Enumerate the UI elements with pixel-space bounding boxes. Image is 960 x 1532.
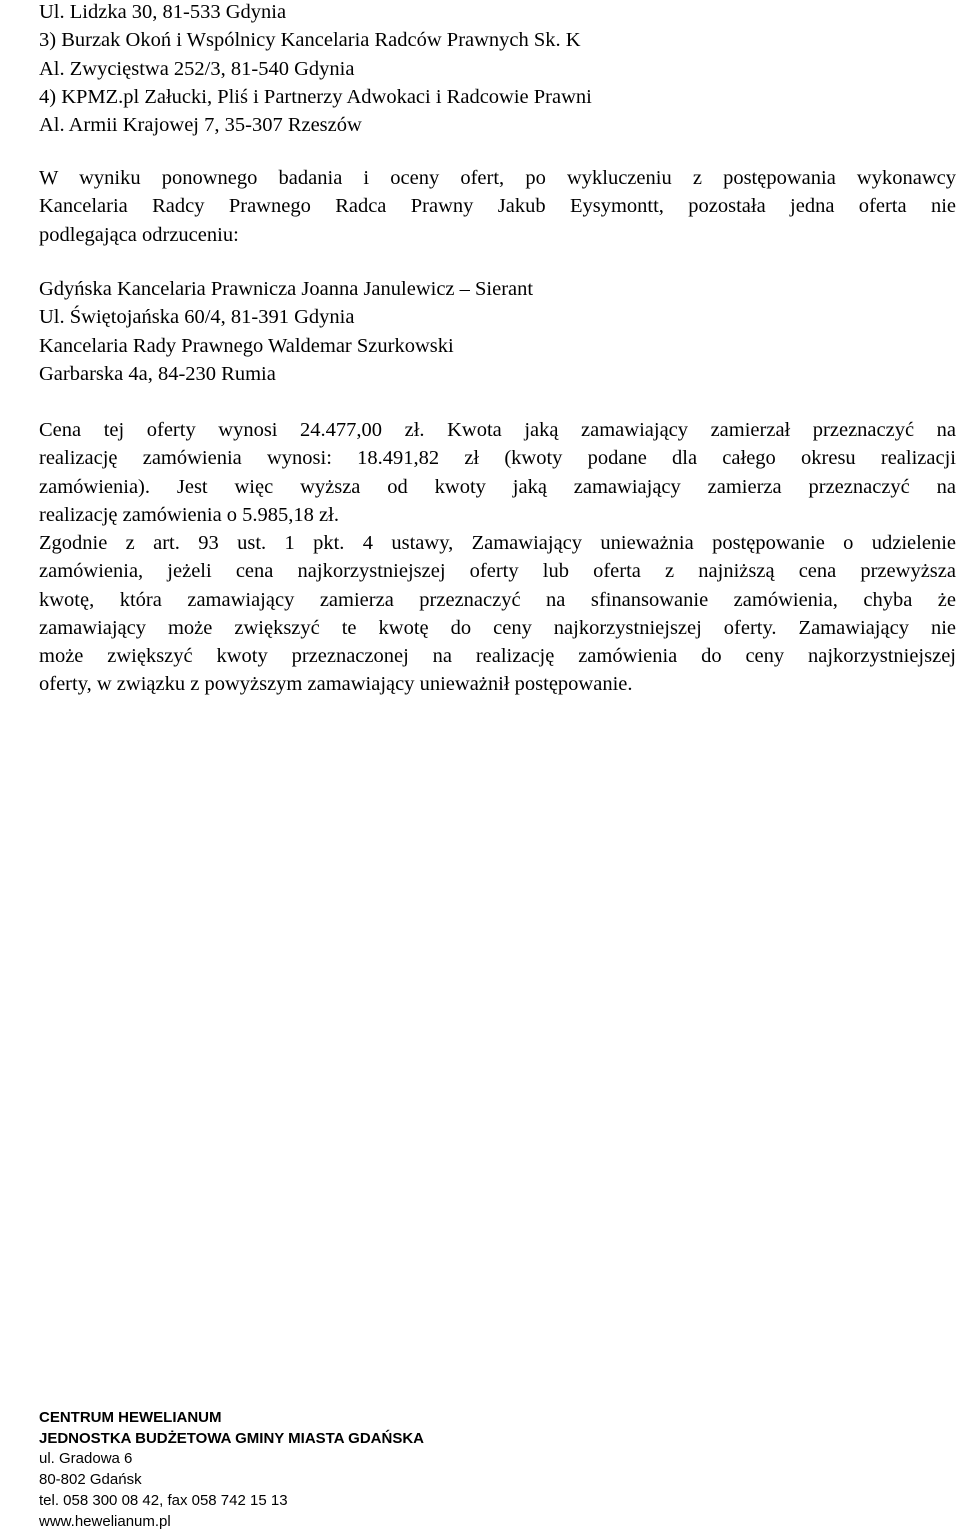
footer-city: 80-802 Gdańsk [39,1471,142,1489]
offer-line: Gdyńska Kancelaria Prawnicza Joanna Janulewicz – Sierant [39,278,534,300]
offer-line: Ul. Świętojańska 60/4, 81-391 Gdynia [39,306,355,329]
address-line: Al. Armii Krajowej 7, 35-307 Rzeszów [39,114,362,137]
address-list [39,0,956,139]
text-line: Kancelaria Radcy Prawnego Radca Prawny Jakub Eysymontt, pozostała jedna oferta nie [39,195,956,218]
address-line: Al. Zwycięstwa 252/3, 81-540 Gdynia [39,57,355,80]
offer-line: Kancelaria Rady Prawnego Waldemar Szurkowski [39,334,454,357]
address-line: 4) KPMZ.pl Załucki, Pliś i Partnerzy Adwokaci i Radcowie Prawni [39,85,592,108]
text-line: może zwiększyć kwoty przeznaczonej na realizację zamówienia do ceny najkorzystniejszej [39,645,956,668]
footer-org-name: CENTRUM HEWELIANUM [39,1409,222,1426]
text-line: realizację zamówienia o 5.985,18 zł. [39,503,339,526]
address-line: Ul. Lidzka 30, 81-533 Gdynia [39,1,287,23]
text-line: zamówienia). Jest więc wyższa od kwoty jaką zamawiający zamierza przeznaczyć na [39,475,956,498]
text-line: zamawiający może zwiększyć te kwotę do ceny najkorzystniejszej oferty. Zamawiający nie [39,616,956,639]
footer-phone: tel. 058 300 08 42, fax 058 742 15 13 [39,1491,288,1509]
paragraph-exclusion [39,164,956,249]
address-line: 3) Burzak Okoń i Wspólnicy Kancelaria Radców Prawnych Sk. K [39,29,581,52]
footer-website: www.hewelianum.pl [39,1512,171,1530]
text-line: Zgodnie z art. 93 ust. 1 pkt. 4 ustawy, Zamawiający unieważnia postępowanie o udzielenie [39,532,956,554]
offer-line: Garbarska 4a, 84-230 Rumia [39,362,276,385]
footer-org-unit: JEDNOSTKA BUDŻETOWA GMINY MIASTA GDAŃSKA [39,1429,425,1447]
remaining-offer [39,275,956,388]
footer-street: ul. Gradowa 6 [39,1450,133,1468]
text-line: oferty, w związku z powyższym zamawiający unieważnił postępowanie. [39,673,633,696]
footer-contact [39,1408,424,1532]
paragraph-price [39,416,956,529]
paragraph-legal-basis [39,529,956,699]
text-line: kwotę, która zamawiający zamierza przeznaczyć na sfinansowanie zamówienia, chyba że [39,588,956,611]
text-line: W wyniku ponownego badania i oceny ofert, po wykluczeniu z postępowania wykonawcy [39,167,956,189]
text-line: podlegająca odrzuceniu: [39,223,239,246]
text-line: Cena tej oferty wynosi 24.477,00 zł. Kwota jaką zamawiający zamierzał przeznaczyć na [39,419,956,441]
text-line: realizację zamówienia wynosi: 18.491,82 zł (kwoty podane dla całego okresu realizacji [39,447,956,470]
text-line: zamówienia, jeżeli cena najkorzystniejszej oferty lub oferta z najniższą cena przewyższa [39,560,956,583]
